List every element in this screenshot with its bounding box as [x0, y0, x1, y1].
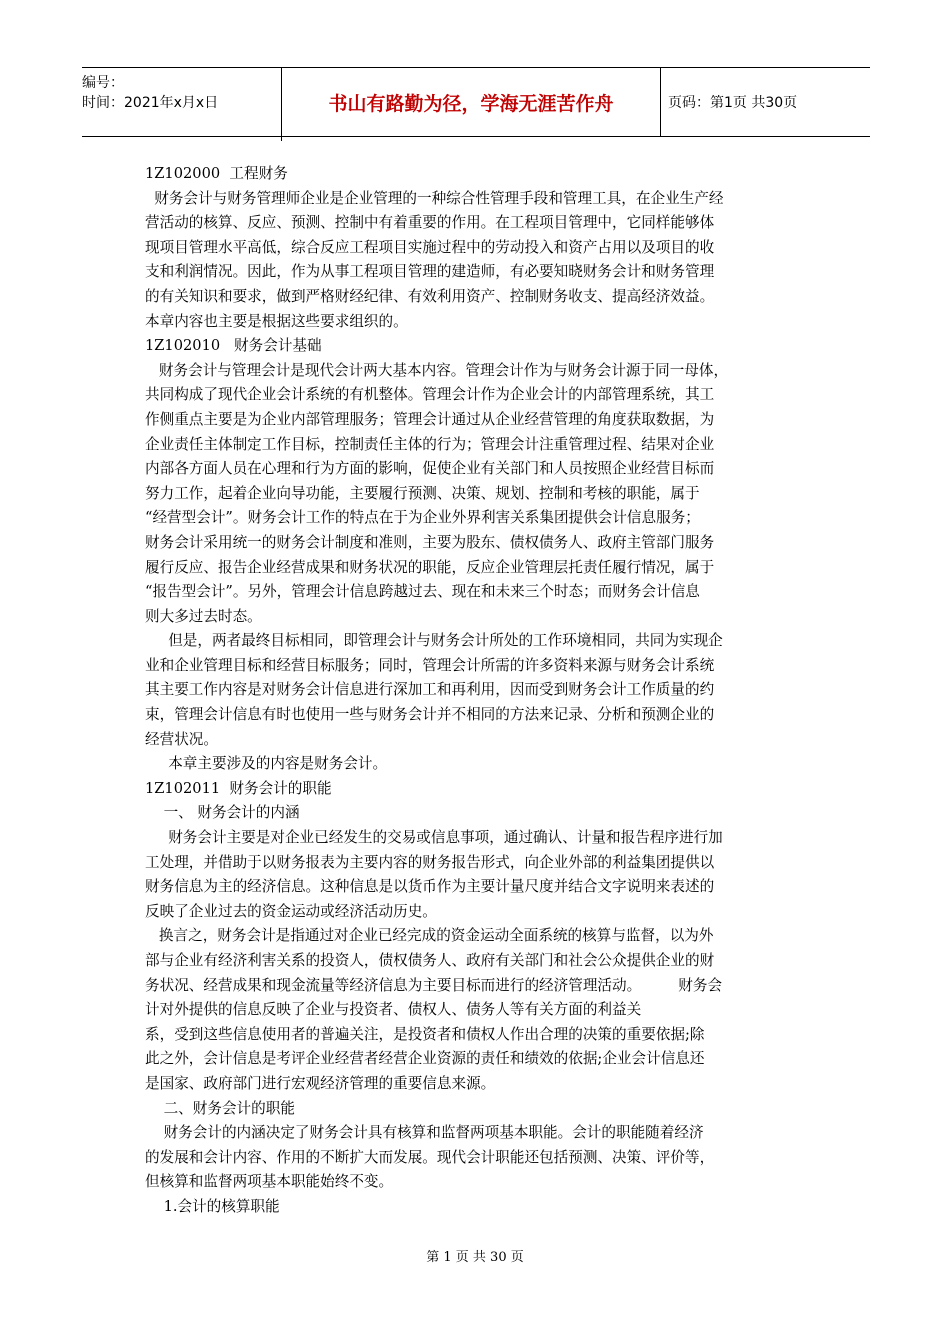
body-line: 本章主要涉及的内容是财务会计。 [145, 755, 388, 773]
body-line: “经营型会计”。财务会计工作的特点在于为企业外界利害关系集团提供会计信息服务； [145, 509, 700, 527]
body-line: 的发展和会计内容、作用的不断扩大而发展。现代会计职能还包括预测、决策、评价等， [145, 1148, 715, 1166]
document-body [145, 162, 815, 1220]
body-line: 财务会计与财务管理师企业是企业管理的一种综合性管理手段和管理工具，在企业生产经 [145, 189, 724, 207]
body-line: 1.会计的核算职能 [145, 1197, 280, 1215]
body-line: 财务会计主要是对企业已经发生的交易或信息事项，通过确认、计量和报告程序进行加 [145, 829, 723, 847]
body-line: 的有关知识和要求，做到严格财经纪律、有效利用资产、控制财务收支、提高经济效益。 [145, 287, 715, 305]
document-date-label: 时间：2021年x月x日 [82, 95, 219, 111]
body-line: 1Z102000 工程财务 [145, 165, 288, 182]
body-line: 支和利润情况。因此，作为从事工程项目管理的建造师，有必要知晓财务会计和财务管理 [145, 263, 715, 281]
body-line: 内部各方面人员在心理和行为方面的影响，促使企业有关部门和人员按照企业经营目标而 [145, 460, 715, 478]
body-line: 营活动的核算、反应、预测、控制中有着重要的作用。在工程项目管理中，它同样能够体 [145, 214, 715, 232]
body-line: 束，管理会计信息有时也使用一些与财务会计并不相同的方法来记录、分析和预测企业的 [145, 706, 715, 724]
body-line: 努力工作，起着企业向导功能，主要履行预测、决策、规划、控制和考核的职能，属于 [145, 484, 700, 502]
document-number-label: 编号： [82, 75, 124, 91]
body-line: 但核算和监督两项基本职能始终不变。 [145, 1173, 394, 1191]
body-line: 工处理，并借助于以财务报表为主要内容的财务报告形式，向企业外部的利益集团提供以 [145, 853, 715, 871]
page-header [82, 67, 870, 137]
header-page-info: 页码：第1页 共30页 [668, 95, 798, 111]
body-line: 一、 财务会计的内涵 [145, 804, 300, 822]
body-line: 反映了企业过去的资金运动或经济活动历史。 [145, 902, 437, 920]
body-line: 业和企业管理目标和经营目标服务；同时，管理会计所需的许多资料来源与财务会计系统 [145, 656, 715, 674]
body-line: 1Z102010 财务会计基础 [145, 337, 322, 355]
body-line: 财务会计采用统一的财务会计制度和准则，主要为股东、债权债务人、政府主管部门服务 [145, 533, 715, 551]
page-footer: 第 1 页 共 30 页 [426, 1250, 524, 1265]
body-line: 换言之，财务会计是指通过对企业已经完成的资金运动全面系统的核算与监督，以为外 [145, 927, 714, 945]
body-line: 财务信息为主的经济信息。这种信息是以货币作为主要计量尺度并结合文字说明来表述的 [145, 878, 715, 896]
body-line: 是国家、政府部门进行宏观经济管理的重要信息来源。 [145, 1074, 496, 1092]
body-line: 系，受到这些信息使用者的普遍关注，是投资者和债权人作出合理的决策的重要依据;除 [145, 1025, 705, 1043]
body-line: 计对外提供的信息反映了企业与投资者、债权人、债务人等有关方面的利益关 [145, 1001, 642, 1019]
body-line: 则大多过去时态。 [145, 607, 262, 625]
header-motto: 书山有路勤为径，学海无涯苦作舟 [282, 68, 661, 136]
body-line: 此之外，会计信息是考评企业经营者经营企业资源的责任和绩效的依据;企业会计信息还 [145, 1050, 705, 1068]
body-line: 1Z102011 财务会计的职能 [145, 779, 332, 797]
body-line: 但是，两者最终目标相同，即管理会计与财务会计所处的工作环境相同，共同为实现企 [145, 632, 723, 650]
body-line: 企业责任主体制定工作目标，控制责任主体的行为；管理会计注重管理过程、结果对企业 [145, 435, 715, 453]
body-line: 部与企业有经济利害关系的投资人，债权债务人、政府有关部门和社会公众提供企业的财 [145, 952, 715, 969]
body-line: 务状况、经营成果和现金流量等经济信息为主要目标而进行的经济管理活动。 财务会 [145, 976, 723, 994]
body-line: 履行反应、报告企业经营成果和财务状况的职能，反应企业管理层托责任履行情况，属于 [145, 558, 715, 576]
body-line: 其主要工作内容是对财务会计信息进行深加工和再利用，因而受到财务会计工作质量的约 [145, 681, 715, 699]
body-line: 作侧重点主要是为企业内部管理服务；管理会计通过从企业经营管理的角度获取数据，为 [145, 410, 715, 428]
body-line: 经营状况。 [145, 730, 218, 748]
body-line: 共同构成了现代企业会计系统的有机整体。管理会计作为企业会计的内部管理系统，其工 [145, 386, 715, 404]
body-line: “报告型会计”。另外，管理会计信息跨越过去、现在和未来三个时态；而财务会计信息 [145, 583, 700, 601]
body-line: 现项目管理水平高低，综合反应工程项目实施过程中的劳动投入和资产占用以及项目的收 [145, 238, 715, 256]
body-line: 财务会计的内涵决定了财务会计具有核算和监督两项基本职能。会计的职能随着经济 [145, 1124, 704, 1142]
body-line: 二、财务会计的职能 [145, 1099, 295, 1117]
body-line: 财务会计与管理会计是现代会计两大基本内容。管理会计作为与财务会计源于同一母体， [145, 361, 729, 379]
header-meta [82, 68, 282, 141]
body-line: 本章内容也主要是根据这些要求组织的。 [145, 312, 408, 330]
